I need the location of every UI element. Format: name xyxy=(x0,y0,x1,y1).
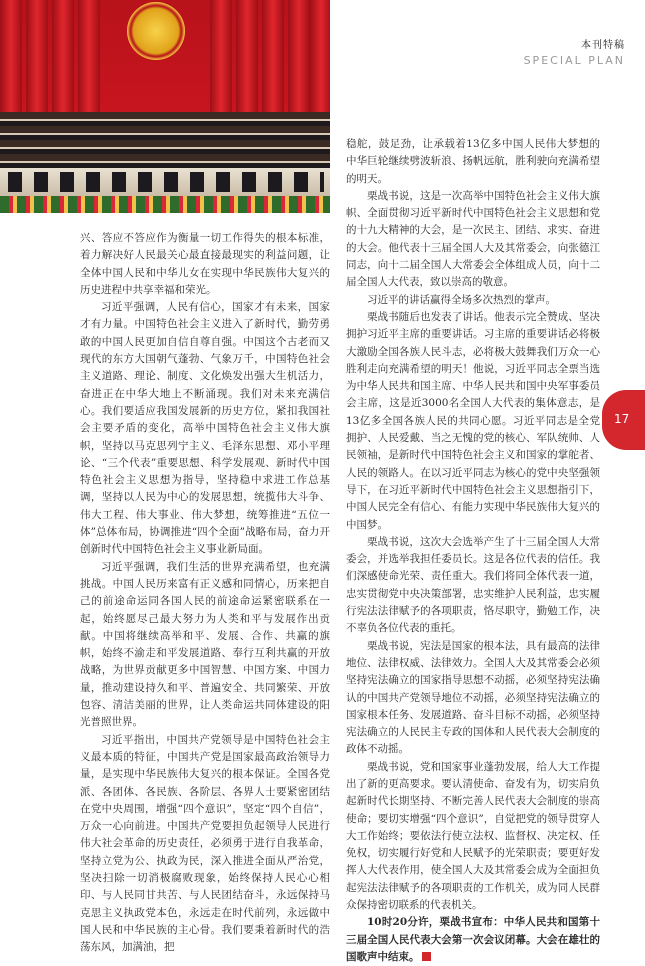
paragraph: 栗战书随后也发表了讲话。他表示完全赞成、坚决拥护习近平主席的重要讲话。习主席的重要讲话必将极大激励全国各族人民斗志，必将极大鼓舞我们万众一心胜利走向充满希望的明天！他说，习近平同志全票当选为中华人民共和国主席、中华人民共和国中央军事委员会主席，这是近3000名全国人大代表的集体意志，是13亿多全国各族人民的共同心愿。习近平同志是全党拥护、人民爱戴、当之无愧的党的核心、军队统帅、人民领袖，是新时代中国特色社会主义和国家的掌舵者、人民的领路人。在以习近平同志为核心的党中央坚强领导下，在习近平新时代中国特色社会主义思想指引下，中国人民完全有信心、有能力实现中华民族伟大复兴的中国梦。 xyxy=(346,310,600,531)
end-mark-icon: ■ xyxy=(422,952,431,961)
page-number: 17 xyxy=(614,412,630,426)
page-number-tab xyxy=(602,390,645,450)
paragraph: 稳舵，鼓足劲，让承载着13亿多中国人民伟大梦想的中华巨轮继续劈波斩浪、扬帆远航，胜利驶向充满希望的明天。 xyxy=(346,138,600,185)
section-header xyxy=(524,36,625,67)
closing-text: 10时20分许，栗战书宣布：中华人民共和国第十三届全国人民代表大会第一次会议闭幕。大会在雄壮的国歌声中结束。 xyxy=(346,916,600,963)
article-column-right xyxy=(346,136,600,966)
paragraph: 兴、答应不答应作为衡量一切工作得失的根本标准，着力解决好人民最关心最直接最现实的利益问题，让全体中国人民和中华儿女在实现中华民族伟大复兴的历史进程中共享幸福和荣光。 xyxy=(80,232,330,296)
paragraph: 习近平的讲话赢得全场多次热烈的掌声。 xyxy=(367,293,556,306)
paragraph: 栗战书说，这是一次高举中国特色社会主义伟大旗帜、全面贯彻习近平新时代中国特色社会主义思想和党的十九大精神的大会，是一次民主、团结、求实、奋进的大会。他代表十三届全国人大及其常委会，向张德江同志，向十二届全国人大常委会全体组成人员，向十二届全国人大代表，致以崇高的敬意。 xyxy=(346,189,600,289)
article-column-left xyxy=(80,230,330,956)
closing-paragraph xyxy=(346,914,600,966)
paragraph: 栗战书说，宪法是国家的根本法，具有最高的法律地位、法律权威、法律效力。全国人大及其常委会必须坚持宪法确立的国家指导思想不动摇，必须坚持宪法确认的中国共产党领导地位不动摇，必须坚持宪法确立的国家根本任务、发展道路、奋斗目标不动摇，必须坚持宪法确立的人民民主专政的国体和人民代表大会制度的政体不动摇。 xyxy=(346,639,600,756)
paragraph: 栗战书说，党和国家事业蓬勃发展，给人大工作提出了新的更高要求。要认清使命、奋发有为，切实肩负起新时代长期坚持、不断完善人民代表大会制度的崇高使命；要切实增强“四个意识”，自觉把党的领导贯穿人大工作始终；要依法行使立法权、监督权、决定权、任免权，切实履行好党和人民赋予的光荣职责；要更好发挥人大代表作用，使全国人大及其常委会成为全面担负起宪法法律赋予的各项职责的工作机关，成为同人民群众保持密切联系的代表机关。 xyxy=(346,760,600,912)
paragraph: 习近平指出，中国共产党领导是中国特色社会主义最本质的特征，中国共产党是国家最高政治领导力量，是实现中华民族伟大复兴的根本保证。全国各党派、各团体、各民族、各阶层、各界人士要紧密团结在党中央周围，增强“四个意识”，坚定“四个自信”，万众一心向前进。中国共产党要担负起领导人民进行伟大社会革命的历史责任，必须勇于进行自我革命，坚持立党为公、执政为民，深入推进全面从严治党，坚决扫除一切消极腐败现象，始终保持人民心心相印、与人民同甘共苦、与人民团结奋斗，永远保持马克思主义执政党本色，永远走在时代前列，永远做中国人民和中华民族的主心骨。我们要秉着新时代的浩荡东风，加满油，把 xyxy=(80,733,330,954)
paragraph: 习近平强调，人民有信心，国家才有未来，国家才有力量。中国特色社会主义进入了新时代，勤劳勇敢的中国人民更加自信自尊自强。中国这个古老而又现代的东方大国朝气蓬勃、气象万千，中国特色社会主义道路、理论、制度、文化焕发出强大生机活力，奋进正在中华大地上不断涌现。我们对未来充满信心。我们要适应我国发展新的历史方位，紧扣我国社会主要矛盾的变化，高举中国特色社会主义伟大旗帜，坚持以马克思列宁主义、毛泽东思想、邓小平理论、“三个代表”重要思想、科学发展观、新时代中国特色社会主义思想为指导，坚持稳中求进工作总基调，坚持以人民为中心的发展思想，统揽伟大斗争、伟大工程、伟大事业、伟大梦想，统筹推进“五位一体”总体布局，协调推进“四个全面”战略布局，奋力开创新时代中国特色社会主义事业新局面。 xyxy=(80,301,330,556)
section-title-cn: 本刊特稿 xyxy=(581,40,625,51)
hero-photo xyxy=(0,0,330,213)
national-emblem-icon xyxy=(127,2,185,60)
paragraph: 习近平强调，我们生活的世界充满希望，也充满挑战。中国人民历来富有正义感和同情心，历来把自己的前途命运同各国人民的前途命运紧密联系在一起，始终愿尽己最大努力为人类和平与发展作出贡献。中国将继续高举和平、发展、合作、共赢的旗帜，始终不渝走和平发展道路、奉行互利共赢的开放战略，为世界贡献更多中国智慧、中国方案、中国力量，推动建设持久和平、普遍安全、共同繁荣、开放包容、清洁美丽的世界，让人类命运共同体建设的阳光普照世界。 xyxy=(80,560,330,729)
section-title-en: SPECIAL PLAN xyxy=(523,54,625,67)
paragraph: 栗战书说，这次大会选举产生了十三届全国人大常委会，并选举我担任委员长。这是各位代表的信任。我们深感使命光荣、责任重大。我们将同全体代表一道，忠实贯彻党中央决策部署，忠实维护人民利益，忠实履行宪法法律赋予的各项职责，恪尽职守，勤勉工作，决不辜负各位代表的重托。 xyxy=(346,535,600,635)
